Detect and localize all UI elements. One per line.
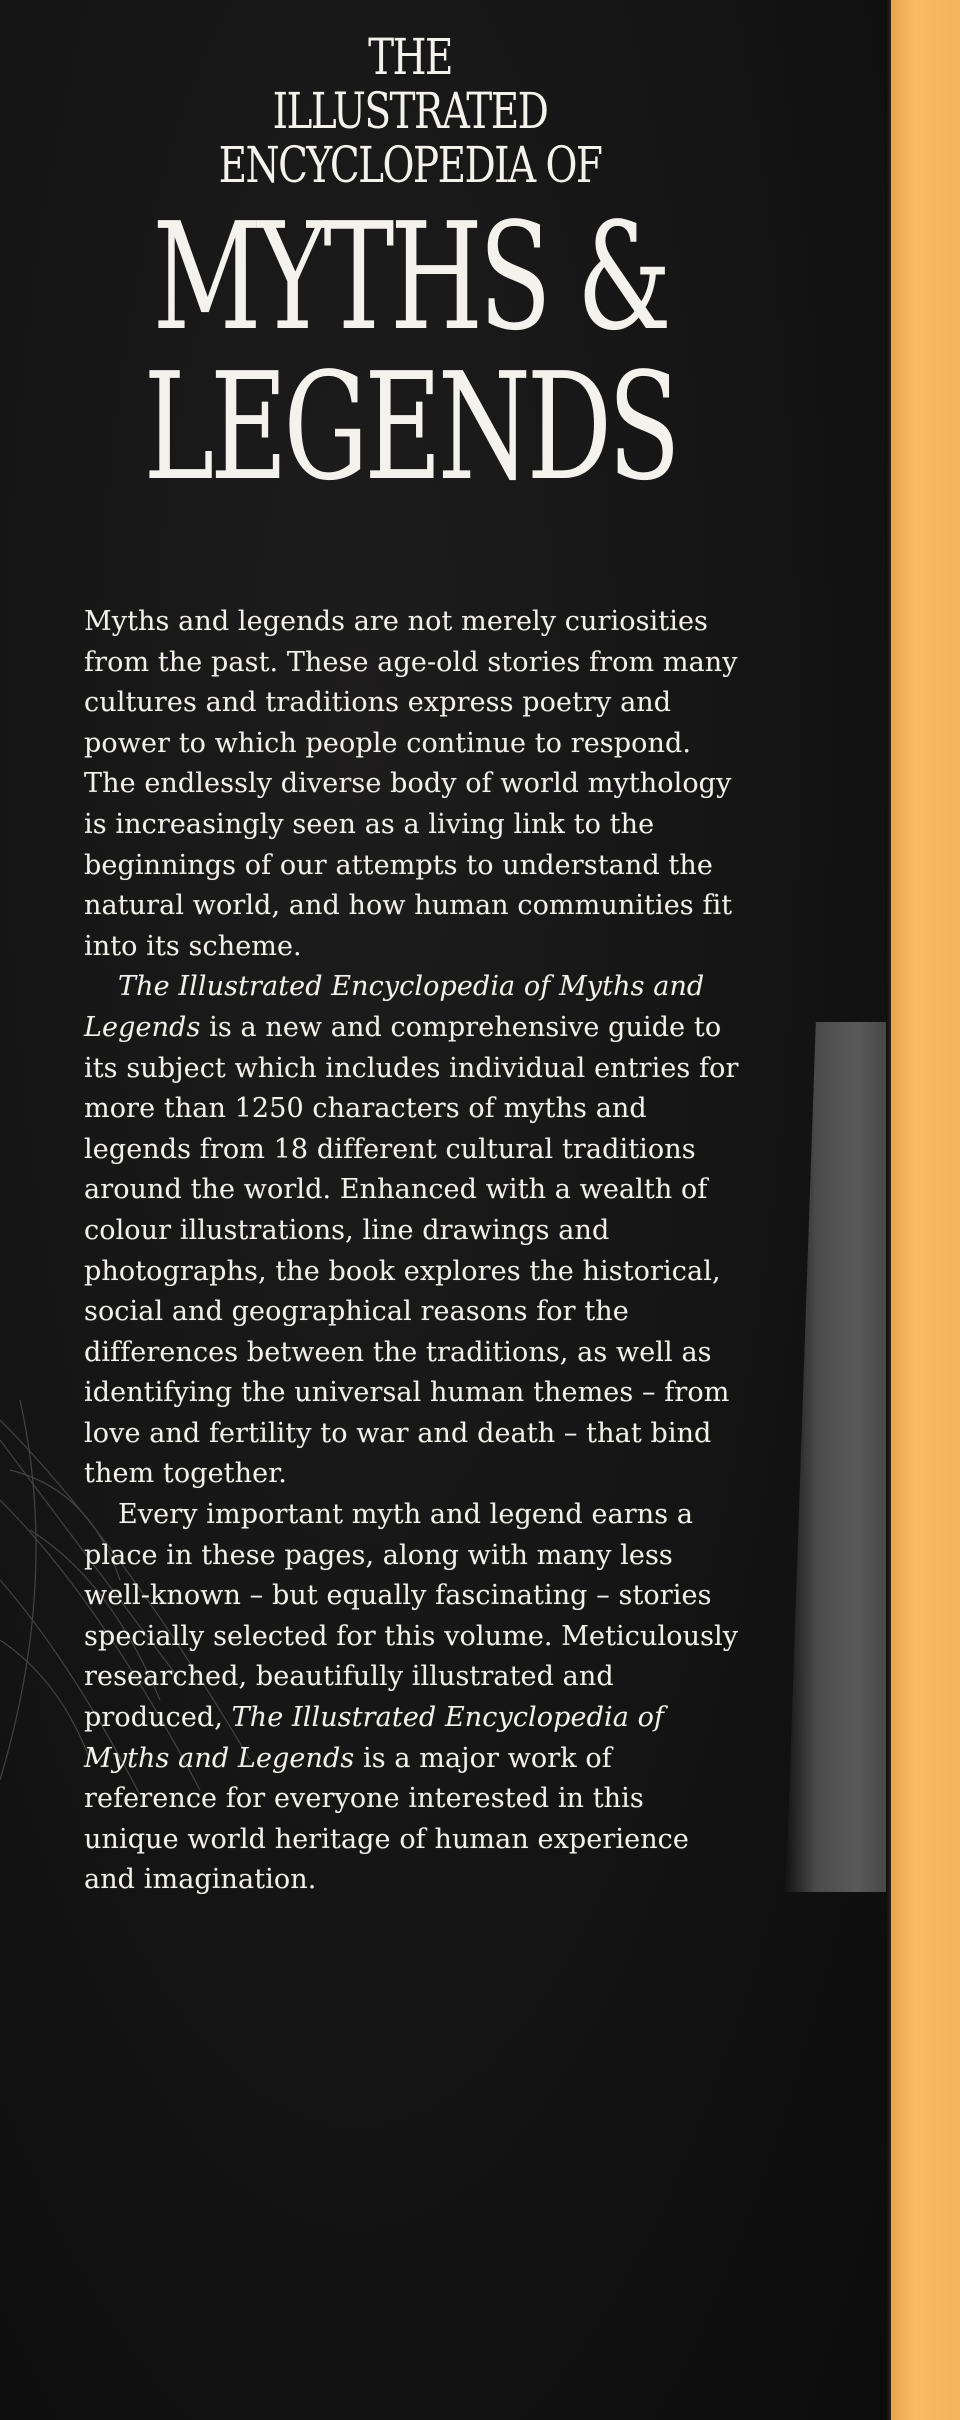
blurb-paragraph-3 bbox=[84, 1495, 744, 1901]
blurb-paragraph-2-book-title: The Illustrated Encyclopedia of Myths and Legends bbox=[84, 971, 705, 1043]
title-line-myths: MYTHS & bbox=[152, 191, 668, 363]
blurb-paragraph-2 bbox=[84, 967, 744, 1495]
blurb-paragraph-3-book-title: The Illustrated Encyclopedia of Myths and Legends bbox=[84, 1702, 665, 1774]
blurb-text bbox=[84, 602, 744, 1901]
blurb-paragraph-1-text: Myths and legends are not merely curiosities from the past. These age-old stories from many cultures and traditions express poetry and power to which people continue to respond. The endlessly diverse body of world mythology is increasingly seen as a living link to the beginnings of our attempts to understand the natural world, and how human communities fit into its scheme. bbox=[84, 606, 738, 962]
title-line-illustrated: ILLUSTRATED bbox=[272, 82, 548, 140]
title-line-legends: LEGENDS bbox=[143, 341, 677, 513]
orange-side-strip bbox=[891, 0, 960, 2420]
title-line-the: THE bbox=[368, 28, 452, 86]
background-grey-band bbox=[784, 1022, 890, 1892]
title-line-encyclopedia-of: ENCYCLOPEDIA OF bbox=[218, 136, 602, 194]
blurb-paragraph-1 bbox=[84, 602, 744, 967]
blurb-paragraph-2-text: is a new and comprehensive guide to its subject which includes individual entries for more than 1250 characters of myths and legends from 18 different cultural traditions around the world. Enhanced with a wealth of colour illustrations, line drawings and photographs, the book explores the historical, social and geographical reasons for the differences between the traditions, as well as identifying the universal human themes – from love and fertility to war and death – that bind them together. bbox=[84, 1011, 739, 1490]
blurb-paragraph-3-text-after: is a major work of reference for everyone interested in this unique world heritage of human experience and imagination. bbox=[84, 1742, 689, 1896]
book-title bbox=[0, 28, 820, 513]
blurb-paragraph-3-text-before: Every important myth and legend earns a place in these pages, along with many less well-known – but equally fascinating – stories specially selected for this volume. Meticulously researched, beautifully illustrated and produced, bbox=[84, 1499, 739, 1734]
